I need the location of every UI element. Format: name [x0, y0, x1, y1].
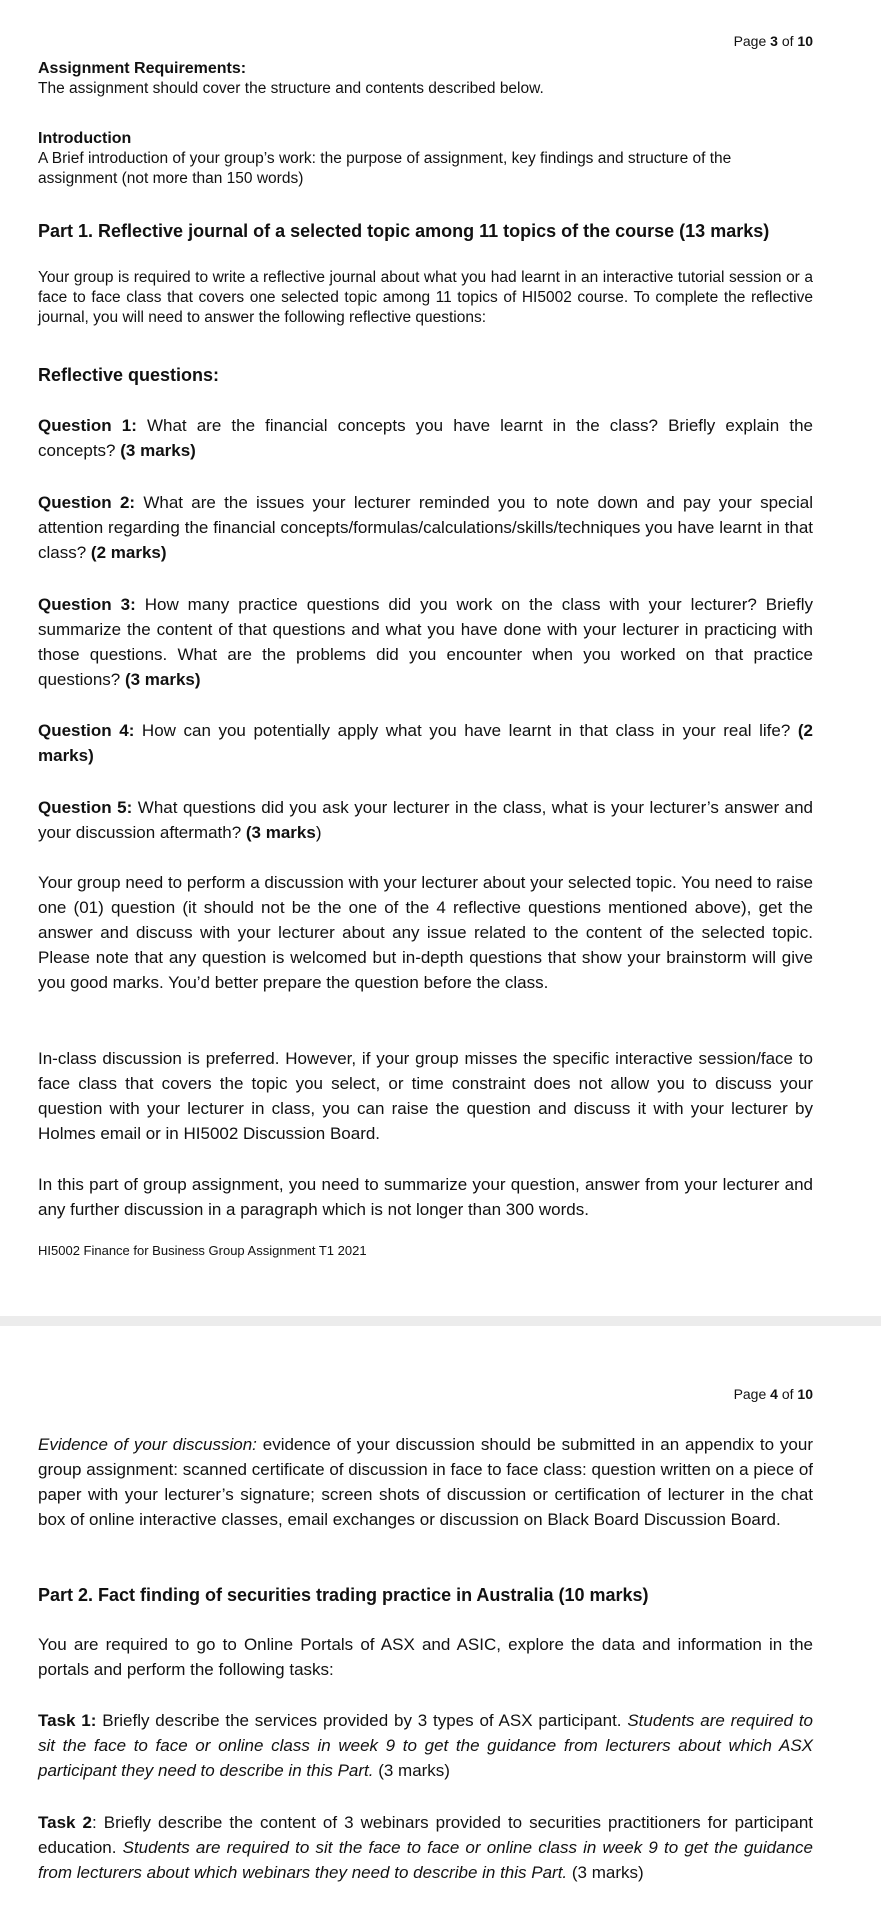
question-5: Question 5: What questions did you ask your lecturer in the class, what is your lecturer’s answer and your discussion aftermath? (3 marks): [38, 798, 813, 842]
discussion-paragraph: Your group need to perform a discussion with your lecturer about your selected topic. You need to raise one (01) question (it should not be the one of the 4 reflective questions mentioned above), get the answer and discuss with your lecturer about any issue related to the content of the selected topic. Please note that any question is welcomed but in-depth questions that show your brainstorm will give you good marks. You’d better prepare the question before the class.: [38, 873, 813, 992]
assignment-requirements: [38, 58, 813, 99]
page-number: Page 4 of 10: [733, 1386, 813, 1402]
assignment-requirements-heading: Assignment Requirements:: [38, 60, 247, 77]
task-1: Task 1: Briefly describe the services provided by 3 types of ASX participant. Students are required to sit the face to face or online class in week 9 to get the guidance from lecturers about which ASX participant they need to describe in this Part. (3 marks): [38, 1711, 813, 1780]
task-2: Task 2: Briefly describe the content of 3 webinars provided to securities practitioners for participant education. Students are required to sit the face to face or online class in week 9 to get the guidance from lecturers about which webinars they need to describe in this Part. (3 marks): [38, 1813, 813, 1882]
part2-title: Part 2. Fact finding of securities trading practice in Australia (10 marks): [38, 1585, 649, 1605]
inclass-discussion-paragraph: In-class discussion is preferred. However, if your group misses the specific interactive session/face to face class that covers the topic you select, or time constraint does not allow you to discuss your question with your lecturer in class, you can raise the question and discuss it with your lecturer by Holmes email or in HI5002 Discussion Board.: [38, 1049, 813, 1143]
question-2: Question 2: What are the issues your lecturer reminded you to note down and pay your special attention regarding the financial concepts/formulas/calculations/skills/techniques you have learnt in that class? (2 marks): [38, 493, 813, 562]
introduction-text: A Brief introduction of your group’s work: the purpose of assignment, key findings and structure of the assignment (not more than 150 words): [38, 150, 732, 187]
evidence-paragraph: Evidence of your discussion: evidence of your discussion should be submitted in an appendix to your group assignment: scanned certificate of discussion in face to face class: question written on a piece of paper with your lecturer’s signature; screen shots of discussion or certification of lecturer in the chat box of online interactive classes, email exchanges or discussion on Black Board Discussion Board.: [38, 1435, 813, 1529]
question-4: Question 4: How can you potentially apply what you have learnt in that class in your real life? (2 marks): [38, 721, 813, 765]
page-separator: [0, 1316, 881, 1326]
reflective-questions-heading: Reflective questions:: [38, 365, 220, 385]
page-number: Page 3 of 10: [733, 33, 813, 49]
part1-intro: Your group is required to write a reflective journal about what you had learnt in an interactive tutorial session or a face to face class that covers one selected topic among 11 topics of HI5002 course. To complete the reflective journal, you will need to answer the following reflective questions:: [38, 269, 813, 326]
question-1: Question 1: What are the financial concepts you have learnt in the class? Briefly explain the concepts? (3 marks): [38, 416, 813, 460]
part1-title: Part 1. Reflective journal of a selected topic among 11 topics of the course (13 marks): [38, 221, 770, 241]
introduction-section: [38, 128, 813, 189]
summary-paragraph: In this part of group assignment, you need to summarize your question, answer from your lecturer and any further discussion in a paragraph which is not longer than 300 words.: [38, 1175, 813, 1219]
part2-intro: You are required to go to Online Portals of ASX and ASIC, explore the data and information in the portals and perform the following tasks:: [38, 1635, 813, 1679]
assignment-requirements-text: The assignment should cover the structure and contents described below.: [38, 80, 544, 97]
introduction-heading: Introduction: [38, 130, 132, 147]
page-footer: HI5002 Finance for Business Group Assignment T1 2021: [38, 1243, 367, 1258]
question-3: Question 3: How many practice questions did you work on the class with your lecturer? Briefly summarize the content of that questions and what you have done with your lecturer in practicing with those questions. What are the problems did you encounter when you worked on that practice questions? (3 marks): [38, 595, 813, 689]
document-page-4: [0, 1326, 881, 1920]
